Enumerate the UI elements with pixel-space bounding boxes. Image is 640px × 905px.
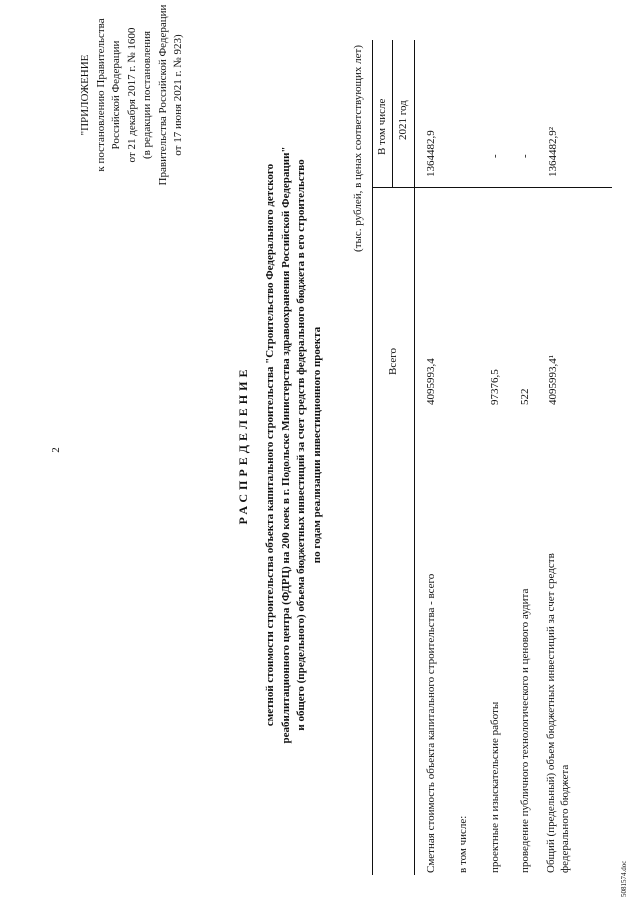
- row-label: проектные и изыскательские работы: [489, 701, 501, 873]
- header-total: Всего: [387, 348, 399, 375]
- table-rule-header-inner: [392, 40, 393, 188]
- row-year: 1364482,9²: [547, 126, 559, 177]
- subtitle-line: и общего (предельного) объема бюджетных инвестиций за счет средств федерального бюджета в его строительство: [295, 159, 307, 731]
- row-year: -: [519, 154, 531, 158]
- table-rule-header-bottom: [414, 40, 415, 875]
- page-number: 2: [50, 447, 62, 453]
- subtitle-line: по годам реализации инвестиционного проекта: [310, 326, 323, 564]
- row-total: 4095993,4: [425, 358, 437, 405]
- row-year: -: [489, 154, 501, 158]
- appendix-block: [78, 0, 187, 215]
- row-total: 4095993,4¹: [547, 354, 559, 405]
- units-note: (тыс. рублей, в ценах соответствующих лет): [352, 45, 364, 252]
- subtitle-line: сметной стоимости строительства объекта капитального строительства "Строительство Федерального детского: [264, 163, 276, 727]
- row-year: 1364482,9: [425, 130, 437, 177]
- row-total: 97376,5: [489, 369, 501, 405]
- subtitle-line: реабилитационного центра (ФДРЦ) на 200 коек в г. Подольске Министерства здравоохранения Российской Федерации": [279, 146, 292, 744]
- row-label: проведение публичного технологического и ценового аудита: [519, 588, 531, 873]
- appendix-line: к постановлению Правительства: [94, 18, 107, 172]
- table-rule-column: [372, 187, 612, 188]
- row-label: Сметная стоимость объекта капитального строительства - всего: [425, 573, 437, 873]
- appendix-line: Российской Федерации: [110, 40, 122, 150]
- row-label: Общий (предельный) объем бюджетных инвестиций за счет средств: [545, 553, 557, 873]
- header-year: 2021 год: [397, 100, 409, 140]
- row-label: федерального бюджета: [559, 764, 571, 873]
- table-rule-top: [372, 40, 373, 875]
- appendix-line: "ПРИЛОЖЕНИЕ: [79, 54, 91, 136]
- row-total: 522: [519, 388, 531, 405]
- file-code: 5081574.doc: [620, 860, 628, 897]
- appendix-line: от 17 июня 2021 г. № 923): [172, 34, 184, 156]
- distribution-table: [372, 40, 612, 875]
- appendix-line: от 21 декабря 2017 г. № 1600: [125, 27, 138, 163]
- document-title: РАСПРЕДЕЛЕНИЕ: [236, 365, 250, 525]
- header-group: В том числе: [376, 98, 388, 155]
- document-subtitle: [263, 135, 325, 755]
- row-label: в том числе:: [457, 815, 469, 873]
- appendix-line: Правительства Российской Федерации: [156, 4, 169, 186]
- appendix-line: (в редакции постановления: [141, 30, 153, 160]
